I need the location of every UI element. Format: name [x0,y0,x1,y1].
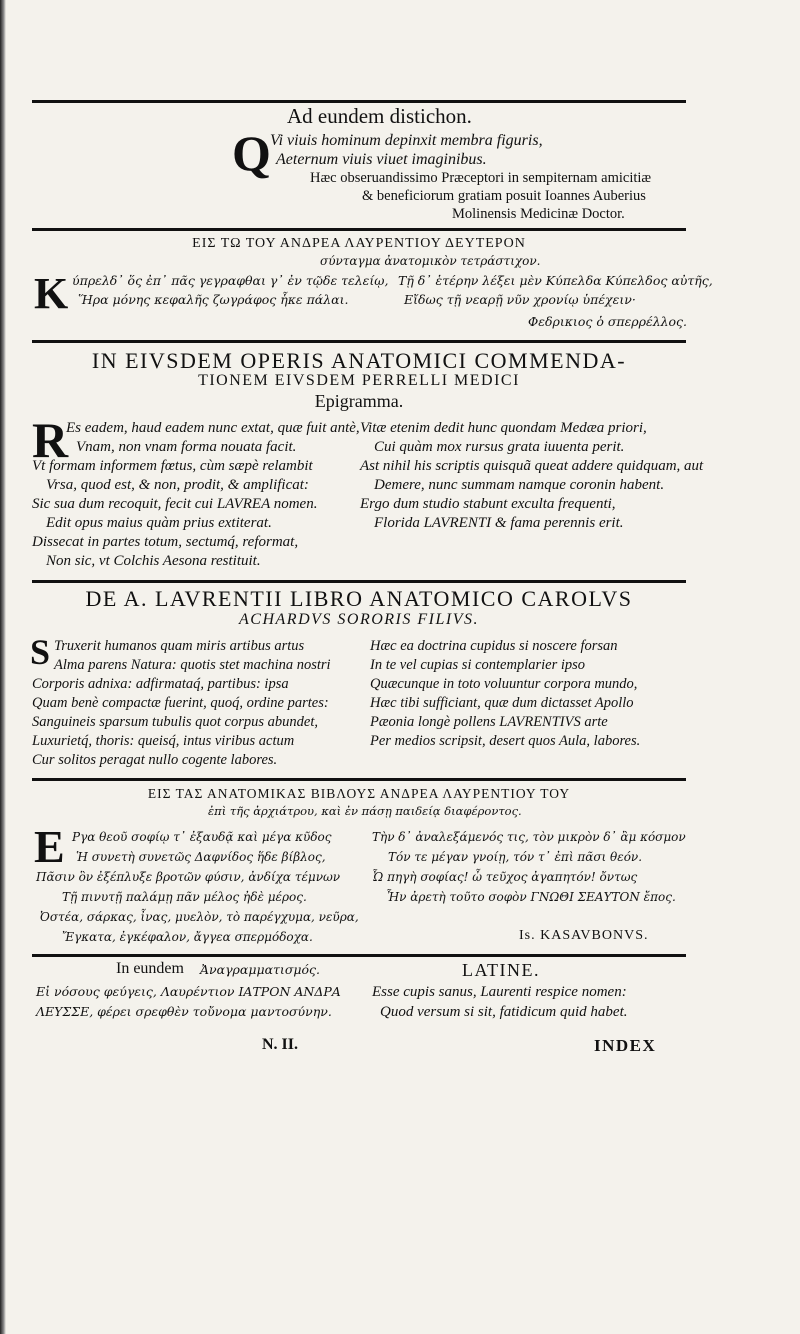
section-rule [32,954,686,957]
achardus-right-line: In te vel cupias si contemplarier ipso [370,657,586,673]
perrelli-left-line: Dissecat in partes totum, sectumq́, reformat, [32,534,299,550]
perrelli-left-line: Edit opus maius quàm prius extiterat. [46,515,272,531]
achardus-left-line: Truxerit humanos quam miris artibus artus [54,638,305,654]
achardus-right-line: Hæc tibi sufficiant, quæ dum dictasset Apollo [370,695,634,711]
greek-heading-1: ΕΙΣ ΤΩ ΤΟΥ ΑΝΔΡΕΑ ΛΑΥΡΕΝΤΙΟΥ ΔΕΥΤΕΡΟΝ [192,236,526,251]
casaubon-signature: Is. KASAVBONVS. [519,928,649,943]
dedication-line-2: & beneficiorum gratiam posuit Ioannes Auberius [362,188,646,204]
perrelli-right-line: Florida LAVRENTI & fama perennis erit. [374,515,624,531]
greek-heading-2: ΕΙΣ ΤΑΣ ΑΝΑΤΟΜΙΚΑΣ ΒΙΒΛΟΥΣ ΑΝΔΡΕΑ ΛΑΥΡΕΝΤΙΟΥ ΤΟΥ [147,786,571,801]
dedication-line-3: Molinensis Medicinæ Doctor. [452,206,625,222]
section-rule [32,340,686,343]
greek2-left-line: Ργα θεοῦ σοφίῳ τ᾽ ἐξαυδᾷ καὶ μέγα κῦδος [72,830,332,844]
greek2-left-line: Ἔγκατα, ἐγκέφαλον, ἄγγεα σπερμόδοχα. [62,930,313,944]
greek1-left-line-2: Ἥρα μόνης κεφαλῆς ζωγράφος ἧκε πάλαι. [78,292,349,307]
perrelli-right-line: Ergo dum studio stabunt exculta frequenti, [360,496,616,512]
anagram-heading-latin: In eundem [116,960,184,977]
achardus-right-line: Quæcunque in toto voluuntur corpora mundo, [370,676,638,692]
greek1-signature: Φεδρικιος ὁ σπερρέλλος. [528,314,688,329]
achardus-left-line: Cur solitos peragat nullo cogente labores. [32,752,278,768]
section-rule [32,778,686,781]
latine-line-2: Quod versum si sit, fatidicum quid habet. [380,1004,628,1020]
distich-dropcap: Q [232,125,271,181]
achardus-right-line: Hæc ea doctrina cupidus si noscere forsan [370,638,618,654]
greek-dropcap-2: Ε [34,821,65,872]
achardus-left-line: Sanguineis sparsum tubulis quot corpus abundet, [32,714,318,730]
latine-heading: LATINE. [462,960,540,980]
achardus-left-line: Alma parens Natura: quotis stet machina nostri [54,657,331,673]
perrelli-dropcap: R [32,412,69,468]
anagram-greek-line-1: Εἰ νόσους φεύγεις, Λαυρέντιον ΙΑΤΡΟΝ ΑΝΔΡΑ [36,984,341,999]
latine-line-1: Esse cupis sanus, Laurenti respice nomen: [372,984,627,1000]
perrelli-right-line: Vitæ etenim dedit hunc quondam Medæa priori, [360,420,647,436]
greek2-right-line: Ὦ πηγὴ σοφίας! ὦ τεῦχος ἀγαπητόν! ὄντως [372,870,638,884]
section-rule [32,580,686,583]
achardus-left-line: Luxurietq́, thoris: queisq́, intus viribus actum [32,733,295,749]
section-rule [32,228,686,231]
top-rule [32,100,686,103]
achardus-title-2: ACHARDVS SORORIS FILIVS. [239,611,479,628]
achardus-right-line: Per medios scripsit, desert quos Aula, labores. [370,733,641,749]
perrelli-right-line: Ast nihil his scriptis quisquã queat addere quidquam, aut [360,458,704,474]
perrelli-left-line: Sic sua dum recoquit, fecit cui LAVREA nomen. [32,496,318,512]
greek1-right-line-1: Τῇ δ᾽ ἑτέρην λέξει μὲν Κύπελδα Κύπελδος αὐτῆς, [398,273,713,288]
greek-dropcap-1: Κ [34,269,69,318]
greek2-right-line: Ἦν ἀρετὴ τοῦτο σοφὸν ΓΝΩΘΙ ΣΕΑΥΤΟΝ ἔπος. [386,890,676,904]
perrelli-right-line: Cui quàm mox rursus grata iuuenta perit. [374,439,625,455]
greek2-right-line: Τόν τε μέγαν γνοίῃ, τόν τ᾽ ἐπὶ πᾶσι θεόν. [388,850,643,864]
achardus-left-line: Quam benè compactæ fuerint, quoq́, ordine partes: [32,695,329,711]
distich-line-2: Aeternum viuis viuet imaginibus. [276,151,487,168]
greek2-left-line: Ὀστέα, σάρκας, ἶνας, μυελὸν, τὸ παρέγχυμα, νεῦρα, [40,910,359,924]
greek2-left-line: Τῇ πινυτῇ παλάμῃ πᾶν μέλος ἠδὲ μέρος. [62,890,307,904]
anagram-greek-line-2: ΛΕΥΣΣΕ, φέρει σρεφθὲν τοὔνομα μαντοσύνην. [36,1004,332,1019]
perrelli-title-2: TIONEM EIVSDEM PERRELLI MEDICI [198,372,520,389]
catchword: INDEX [594,1036,657,1055]
distich-line-1: Vi viuis hominum depinxit membra figuris, [270,132,543,149]
greek2-left-line: Ἡ συνετὴ συνετῶς Δαφνίδος ἥδε βίβλος, [76,850,326,864]
perrelli-left-line: Vnam, non vnam forma nouata facit. [76,439,297,455]
perrelli-left-line: Vt formam informem fœtus, cùm sæpè relambit [32,458,313,474]
greek2-left-line: Πᾶσιν ὃν ἐξέπλυξε βροτῶν φύσιν, ἀνδίχα τέμνων [36,870,341,884]
perrelli-title-1: IN EIVSDEM OPERIS ANATOMICI COMMENDA- [91,348,627,373]
distich-heading: Ad eundem distichon. [287,104,472,128]
achardus-dropcap: S [30,632,51,672]
signature-mark: N. II. [262,1036,299,1053]
achardus-title-1: DE A. LAVRENTII LIBRO ANATOMICO CAROLVS [85,586,633,611]
greek2-right-line: Τὴν δ᾽ ἀναλεξάμενός τις, τὸν μικρὸν δ᾽ ἂμ κόσμον [372,830,686,844]
greek-subheading-2: ἐπὶ τῆς ἀρχιάτρου, καὶ ἐν πάσῃ παιδείᾳ διαφέροντος. [208,804,522,818]
dedication-line-1: Hæc obseruandissimo Præceptori in sempiternam amicitiæ [310,170,652,186]
greek1-right-line-2: Εἴδως τῇ νεαρῇ νῦν χρονίῳ ὑπέχειν· [404,292,636,307]
greek1-left-line-1: ύπρελδ᾽ ὅς ἐπ᾽ πᾶς γεγραφθαι γ᾽ ἐν τῷδε τελείῳ, [72,273,389,288]
perrelli-left-line: Non sic, vt Colchis Aesona restituit. [46,553,261,569]
perrelli-right-line: Demere, nunc summam namque coronin habent. [374,477,665,493]
page-edge-shadow [0,0,6,1334]
anagram-heading-greek: Ἀναγραμματισμός. [200,962,320,977]
perrelli-title-3: Epigramma. [314,391,404,411]
greek-subheading-1: σύνταγμα ἀνατομικὸν τετράστιχον. [320,254,541,268]
achardus-right-line: Pæonia longè pollens LAVRENTIVS arte [370,714,608,730]
achardus-left-line: Corporis adnixa: adfirmataq́, partibus: ipsa [32,676,289,692]
perrelli-left-line: Vrsa, quod est, & non, prodit, & amplificat: [46,477,309,493]
perrelli-left-line: Es eadem, haud eadem nunc extat, quæ fuit antè, [66,420,360,436]
